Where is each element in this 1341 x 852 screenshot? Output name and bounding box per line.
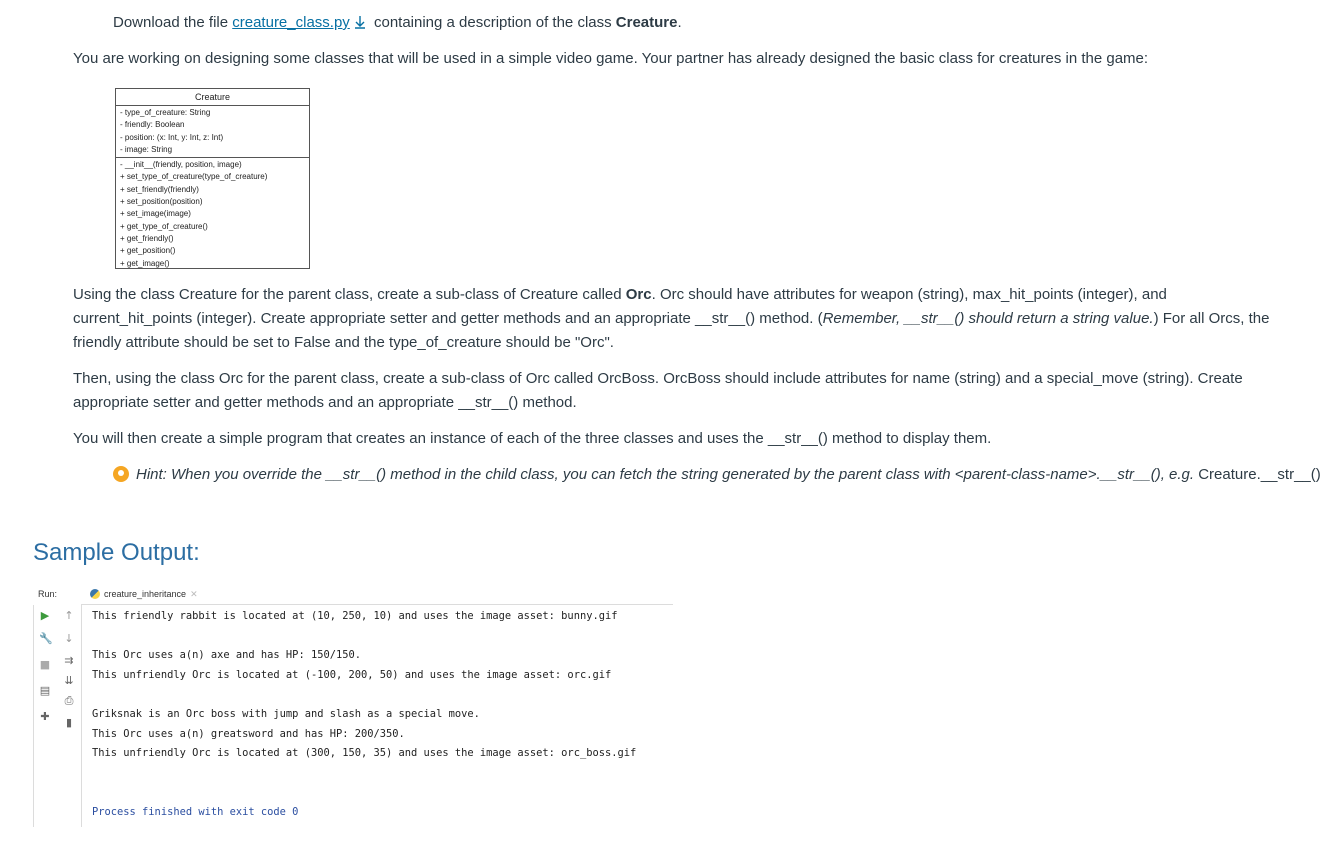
creature-uml-diagram: [115, 88, 310, 269]
creature-class-download-link[interactable]: creature_class.py: [232, 14, 350, 31]
close-tab-icon[interactable]: ✕: [190, 589, 198, 599]
console-line: This Orc uses a(n) greatsword and has HP: 200/350.: [92, 728, 405, 740]
run-tab[interactable]: [90, 589, 198, 600]
console-line: Griksnak is an Orc boss with jump and slash as a special move.: [92, 708, 480, 720]
uml-attribute: - image: String: [120, 144, 173, 154]
uml-method: + get_friendly(): [120, 233, 174, 243]
uml-attribute: - type_of_creature: String: [120, 108, 211, 117]
run-label: Run:: [38, 589, 58, 599]
remember-note: Remember, __str__() should return a string value.: [822, 310, 1154, 327]
console-line: This unfriendly Orc is located at (300, 150, 35) and uses the image asset: orc_boss.gif: [92, 747, 637, 759]
pin-icon[interactable]: ✚: [40, 710, 50, 723]
orc-paragraph-line-1: Using the class Creature for the parent class, create a sub-class of Creature called Orc. Orc should have attributes for weapon (string), max_hit_points (integer), and: [73, 286, 1167, 303]
scroll-down-icon[interactable]: ↓: [64, 632, 74, 645]
trash-icon[interactable]: ▮: [65, 716, 73, 729]
uml-attribute: - position: (x: Int, y: Int, z: Int): [120, 132, 224, 142]
console-line: This unfriendly Orc is located at (-100, 200, 50) and uses the image asset: orc.gif: [92, 669, 612, 681]
console-line: This Orc uses a(n) axe and has HP: 150/150.: [92, 649, 361, 661]
download-line: Download the file creature_class.py containing a description of the class Creature.: [113, 14, 682, 31]
layout-icon[interactable]: ▤: [39, 684, 51, 697]
uml-methods: [116, 158, 309, 270]
lightbulb-icon: [113, 466, 129, 482]
uml-attributes: [116, 106, 309, 158]
orc-paragraph-line-2: current_hit_points (integer). Create appropriate setter and getter methods and an appropriate __str__() method. (Remember, __str__() should return a string value.) For all Orcs, the: [73, 310, 1270, 327]
uml-method: + get_type_of_creature(): [120, 221, 208, 231]
console-left-edge: [33, 605, 34, 827]
console-exit-line: Process finished with exit code 0: [92, 806, 299, 818]
hint-example: Creature.__str__(): [1198, 466, 1321, 483]
paragraph-intro: You are working on designing some classes that will be used in a simple video game. Your partner has already designed the basic class for creatures in the game:: [73, 50, 1149, 67]
uml-method: - __init__(friendly, position, image): [120, 160, 242, 170]
hint-text: Hint: When you override the __str__() method in the child class, you can fetch the string generated by the parent class with <parent-class-name>.__str__(), e.g.: [136, 466, 1199, 483]
orcboss-paragraph-line-1: Then, using the class Orc for the parent class, create a sub-class of Orc called OrcBoss. OrcBoss should include attributes for name (string) and a special_move (string). Create: [73, 370, 1243, 387]
orc-paragraph-line-3: friendly attribute should be set to False and the type_of_creature should be "Orc".: [73, 334, 614, 351]
uml-method: + get_position(): [120, 246, 176, 256]
uml-method: + set_type_of_creature(type_of_creature): [120, 172, 268, 182]
run-console: [33, 585, 673, 827]
wrench-icon[interactable]: 🔧: [39, 632, 53, 645]
uml-method: + set_image(image): [120, 209, 191, 219]
python-icon: [90, 589, 100, 599]
soft-wrap-icon[interactable]: ⇉: [64, 654, 74, 667]
uml-class-title: Creature: [116, 89, 309, 106]
print-icon[interactable]: ⎙: [64, 694, 74, 707]
orcboss-paragraph-line-2: appropriate setter and getter methods and an appropriate __str__() method.: [73, 394, 577, 411]
console-gutter-divider: [81, 605, 82, 827]
console-divider: [81, 604, 673, 605]
hint-callout: [113, 463, 1321, 487]
run-tab-label: creature_inheritance: [104, 589, 187, 599]
creature-class-name: Creature: [615, 14, 678, 31]
rerun-icon[interactable]: ▶: [40, 609, 50, 622]
uml-attribute: - friendly: Boolean: [120, 120, 185, 130]
scroll-to-end-icon[interactable]: ⇊: [64, 674, 74, 687]
uml-method: + set_position(position): [120, 197, 203, 207]
orc-class-name: Orc: [625, 286, 652, 303]
console-line: This friendly rabbit is located at (10, 250, 10) and uses the image asset: bunny.gif: [92, 610, 618, 622]
uml-method: + set_friendly(friendly): [120, 184, 199, 194]
stop-icon[interactable]: ■: [39, 658, 51, 671]
uml-method: + get_image(): [120, 258, 170, 268]
download-icon[interactable]: [353, 15, 367, 29]
scroll-up-icon[interactable]: ↑: [64, 609, 74, 622]
sample-output-heading: Sample Output:: [33, 539, 200, 566]
program-paragraph: You will then create a simple program that creates an instance of each of the three classes and uses the __str__() method to display them.: [73, 430, 992, 447]
